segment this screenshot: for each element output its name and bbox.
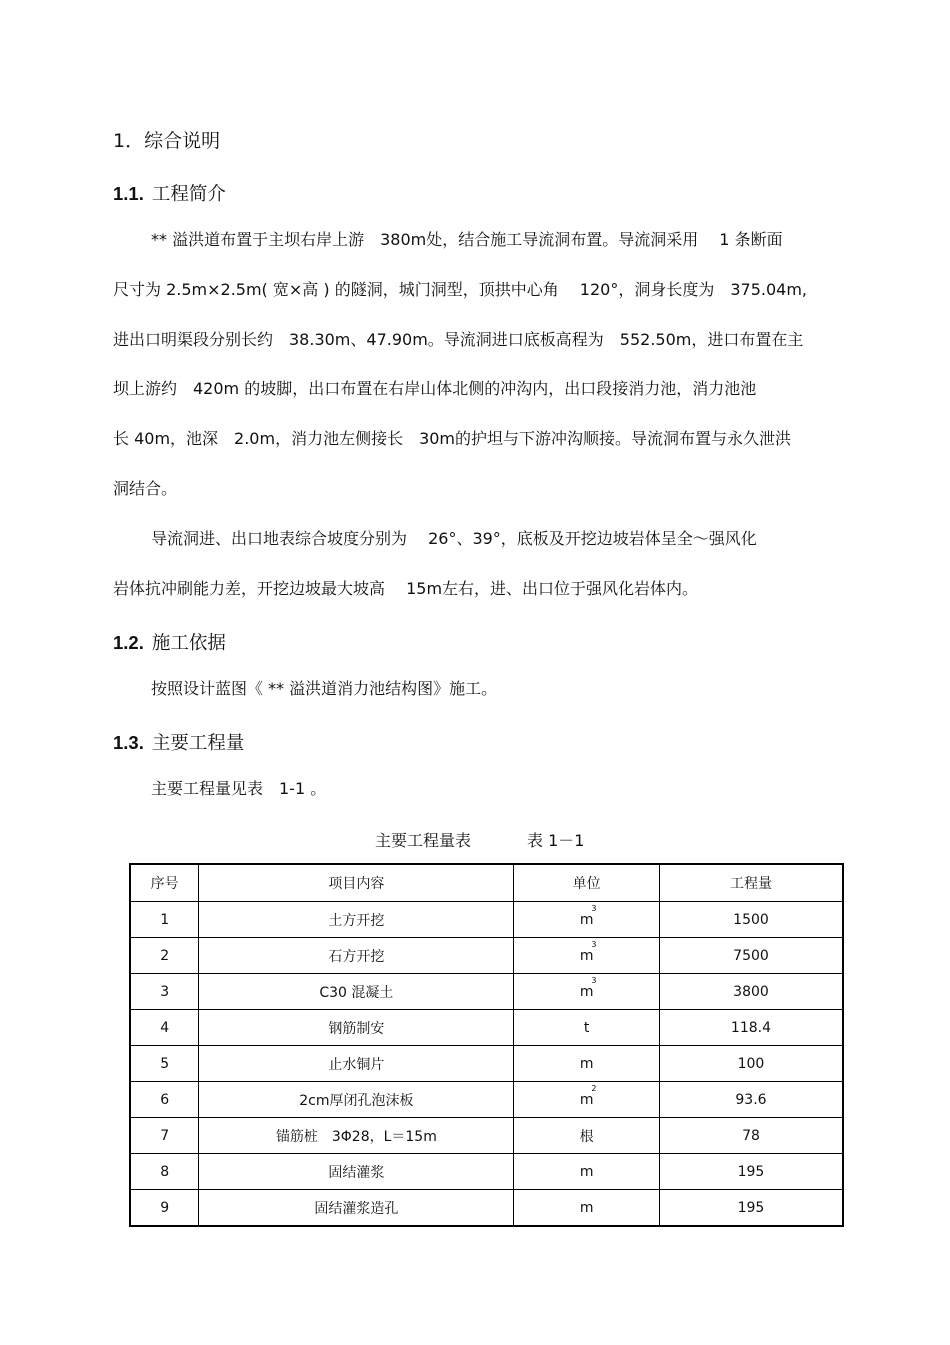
paragraph-line: 尺寸为 2.5m×2.5m( 宽×高 ) 的隧洞，城门洞型，顶拱中心角 120°，洞身长度为 375.04m,	[113, 280, 807, 299]
cell-quantity: 195	[659, 1190, 843, 1227]
cell-unit	[514, 902, 660, 938]
cell-item: 钢筋制安	[199, 1010, 514, 1046]
cell-no: 7	[130, 1118, 199, 1154]
unit-text: 根	[579, 1128, 594, 1145]
cell-no: 6	[130, 1082, 199, 1118]
unit-text: m	[579, 911, 594, 928]
table-caption-number: 表 1－1	[527, 831, 585, 850]
table-row	[130, 938, 843, 974]
section-title: 工程简介	[151, 184, 226, 205]
cell-item: 石方开挖	[199, 938, 514, 974]
cell-item: 固结灌浆造孔	[199, 1190, 514, 1227]
section-heading-1-3	[113, 729, 244, 755]
cell-item: 固结灌浆	[199, 1154, 514, 1190]
basis-text: 按照设计蓝图《 ** 溢洪道消力池结构图》施工。	[151, 679, 498, 698]
table-header-row	[130, 864, 843, 902]
paragraph-line: ** 溢洪道布置于主坝右岸上游 380m处，结合施工导流洞布置。导流洞采用 1 条断面	[151, 230, 783, 249]
heading-general-description: 1．综合说明	[113, 130, 221, 152]
section-number: 1.1.	[113, 183, 144, 204]
unit-text: m	[579, 1199, 594, 1216]
cell-unit	[514, 1190, 660, 1227]
header-item: 项目内容	[199, 864, 514, 902]
cell-no: 1	[130, 902, 199, 938]
cell-item: C30 混凝土	[199, 974, 514, 1010]
cell-no: 8	[130, 1154, 199, 1190]
cell-unit	[514, 1082, 660, 1118]
unit-text: m	[579, 947, 594, 964]
cell-unit	[514, 1118, 660, 1154]
unit-superscript: 3	[591, 939, 597, 949]
table-row	[130, 1190, 843, 1227]
cell-item: 锚筋桩 3Φ28，L＝15m	[199, 1118, 514, 1154]
unit-superscript: 3	[591, 903, 597, 913]
cell-item: 止水铜片	[199, 1046, 514, 1082]
unit-text: m	[579, 1163, 594, 1180]
cell-no: 9	[130, 1190, 199, 1227]
table-row	[130, 902, 843, 938]
section-heading-1-2	[113, 629, 226, 655]
cell-quantity: 78	[659, 1118, 843, 1154]
cell-no: 3	[130, 974, 199, 1010]
cell-quantity: 195	[659, 1154, 843, 1190]
paragraph-line: 进出口明渠段分别长约 38.30m、47.90m。导流洞进口底板高程为 552.50m，进口布置在主	[113, 330, 804, 349]
cell-item: 2cm厚闭孔泡沫板	[199, 1082, 514, 1118]
table-caption-title: 主要工程量表	[375, 831, 472, 850]
cell-quantity: 1500	[659, 902, 843, 938]
table-row	[130, 1154, 843, 1190]
cell-no: 2	[130, 938, 199, 974]
section-title: 主要工程量	[151, 733, 245, 754]
table-row	[130, 1082, 843, 1118]
table-row	[130, 1046, 843, 1082]
section-heading-1-1	[113, 180, 226, 206]
unit-text: m	[579, 1055, 594, 1072]
cell-unit	[514, 938, 660, 974]
unit-superscript: 2	[591, 1083, 597, 1093]
paragraph-line: 长 40m，池深 2.0m，消力池左侧接长 30m的护坦与下游冲沟顺接。导流洞布置与永久泄洪	[113, 429, 792, 448]
table-caption	[375, 828, 584, 851]
quantity-table	[129, 863, 844, 1227]
cell-quantity: 93.6	[659, 1082, 843, 1118]
section-title: 施工依据	[151, 633, 226, 654]
cell-no: 4	[130, 1010, 199, 1046]
section-number: 1.2.	[113, 632, 144, 653]
header-quantity: 工程量	[659, 864, 843, 902]
table-row	[130, 974, 843, 1010]
paragraph-line: 岩体抗冲刷能力差，开挖边坡最大坡高 15m左右，进、出口位于强风化岩体内。	[113, 579, 699, 598]
cell-quantity: 3800	[659, 974, 843, 1010]
cell-unit	[514, 1046, 660, 1082]
table-row	[130, 1118, 843, 1154]
paragraph-line: 洞结合。	[113, 479, 178, 498]
unit-text: m	[579, 1091, 594, 1108]
paragraph-line: 导流洞进、出口地表综合坡度分别为 26°、39°，底板及开挖边坡岩体呈全～强风化	[151, 529, 757, 548]
unit-text: t	[583, 1019, 590, 1036]
quantity-intro-text: 主要工程量见表 1-1 。	[151, 779, 327, 798]
unit-text: m	[579, 983, 594, 1000]
unit-superscript: 3	[591, 975, 597, 985]
cell-unit	[514, 1010, 660, 1046]
table-row	[130, 1010, 843, 1046]
cell-unit	[514, 1154, 660, 1190]
header-unit: 单位	[514, 864, 660, 902]
cell-unit	[514, 974, 660, 1010]
cell-quantity: 7500	[659, 938, 843, 974]
paragraph-line: 坝上游约 420m 的坡脚，出口布置在右岸山体北侧的冲沟内，出口段接消力池，消力池池	[113, 379, 757, 398]
header-no: 序号	[130, 864, 199, 902]
cell-quantity: 118.4	[659, 1010, 843, 1046]
cell-item: 土方开挖	[199, 902, 514, 938]
cell-quantity: 100	[659, 1046, 843, 1082]
cell-no: 5	[130, 1046, 199, 1082]
section-number: 1.3.	[113, 732, 144, 753]
